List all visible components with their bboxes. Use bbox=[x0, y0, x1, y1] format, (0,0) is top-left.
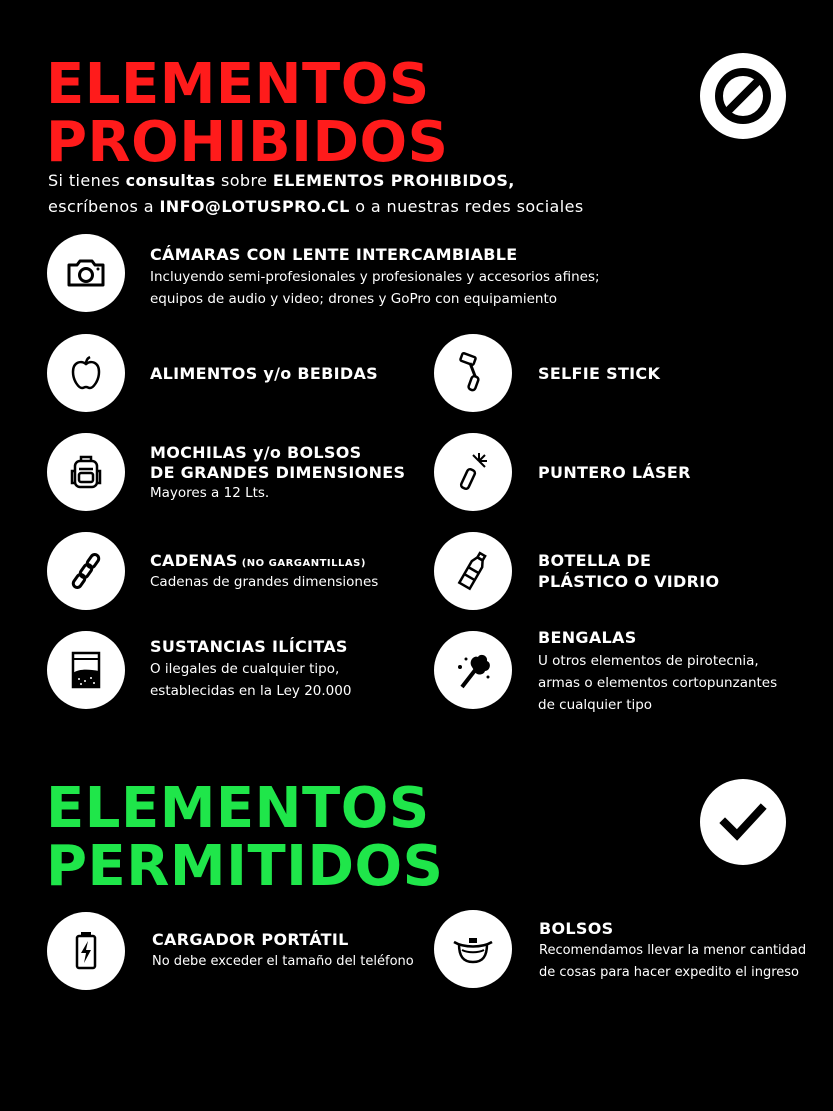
fanny-pack-icon bbox=[434, 910, 512, 988]
item-title-alimentos: ALIMENTOS y/o BEBIDAS bbox=[150, 364, 378, 383]
item-desc-sustancias-2: establecidas en la Ley 20.000 bbox=[150, 683, 352, 699]
item-title-camaras: CÁMARAS CON LENTE INTERCAMBIABLE bbox=[150, 245, 518, 264]
selfie-stick-icon bbox=[434, 334, 512, 412]
camera-icon bbox=[47, 234, 125, 312]
item-title-botella-1: BOTELLA DE bbox=[538, 551, 652, 570]
item-title-botella-2: PLÁSTICO O VIDRIO bbox=[538, 572, 720, 591]
intro-bold-consultas: consultas bbox=[125, 171, 216, 190]
cadenas-title-note: (NO GARGANTILLAS) bbox=[237, 558, 366, 569]
permitted-title-line1: ELEMENTOS bbox=[46, 776, 430, 841]
chain-icon bbox=[47, 532, 125, 610]
intro-line-1 bbox=[48, 168, 584, 194]
intro-line-2 bbox=[48, 194, 584, 220]
prohibited-title-line1: ELEMENTOS bbox=[46, 52, 430, 117]
permitted-title bbox=[46, 776, 444, 899]
checkmark-icon bbox=[700, 779, 786, 865]
prohibited-intro bbox=[48, 168, 584, 220]
item-title-mochilas-1: MOCHILAS y/o BOLSOS bbox=[150, 443, 362, 462]
battery-icon bbox=[47, 912, 125, 990]
item-desc-camaras-2: equipos de audio y video; drones y GoPro con equipamiento bbox=[150, 291, 558, 307]
intro-text: o a nuestras redes sociales bbox=[349, 197, 584, 216]
item-desc-bengalas-3: de cualquier tipo bbox=[538, 697, 653, 713]
prohibited-title bbox=[46, 52, 449, 175]
flare-icon bbox=[434, 631, 512, 709]
item-desc-bolsos-2: de cosas para hacer expedito el ingreso bbox=[539, 965, 800, 980]
item-title-sustancias: SUSTANCIAS ILÍCITAS bbox=[150, 637, 348, 656]
item-title-selfie: SELFIE STICK bbox=[538, 364, 661, 383]
prohibited-icon bbox=[700, 53, 786, 139]
item-title-laser: PUNTERO LÁSER bbox=[538, 463, 691, 482]
item-desc-cargador: No debe exceder el tamaño del teléfono bbox=[152, 954, 414, 969]
permitted-title-line2: PERMITIDOS bbox=[46, 834, 444, 899]
item-desc-cadenas: Cadenas de grandes dimensiones bbox=[150, 574, 379, 590]
item-title-bengalas: BENGALAS bbox=[538, 628, 637, 647]
prohibited-title-line2: PROHIBIDOS bbox=[46, 110, 449, 175]
intro-text: sobre bbox=[215, 171, 273, 190]
item-desc-camaras-1: Incluyendo semi-profesionales y profesionales y accesorios afines; bbox=[150, 269, 600, 285]
backpack-icon bbox=[47, 433, 125, 511]
cadenas-title-text: CADENAS bbox=[150, 551, 238, 570]
item-title-cargador: CARGADOR PORTÁTIL bbox=[152, 930, 349, 949]
intro-text: Si tienes bbox=[48, 171, 126, 190]
item-desc-mochilas: Mayores a 12 Lts. bbox=[150, 485, 270, 501]
apple-icon bbox=[47, 334, 125, 412]
item-desc-bengalas-1: U otros elementos de pirotecnia, bbox=[538, 653, 759, 669]
substance-bag-icon bbox=[47, 631, 125, 709]
bottle-icon bbox=[434, 532, 512, 610]
item-desc-bengalas-2: armas o elementos cortopunzantes bbox=[538, 675, 778, 691]
item-desc-sustancias-1: O ilegales de cualquier tipo, bbox=[150, 661, 340, 677]
item-title-mochilas-2: DE GRANDES DIMENSIONES bbox=[150, 463, 406, 482]
laser-pointer-icon bbox=[434, 433, 512, 511]
item-desc-bolsos-1: Recomendamos llevar la menor cantidad bbox=[539, 943, 807, 958]
intro-bold-elementos: ELEMENTOS PROHIBIDOS, bbox=[272, 171, 515, 190]
contact-email[interactable]: INFO@LOTUSPRO.CL bbox=[159, 197, 350, 216]
intro-text: escríbenos a bbox=[48, 197, 160, 216]
item-title-bolsos: BOLSOS bbox=[539, 919, 614, 938]
